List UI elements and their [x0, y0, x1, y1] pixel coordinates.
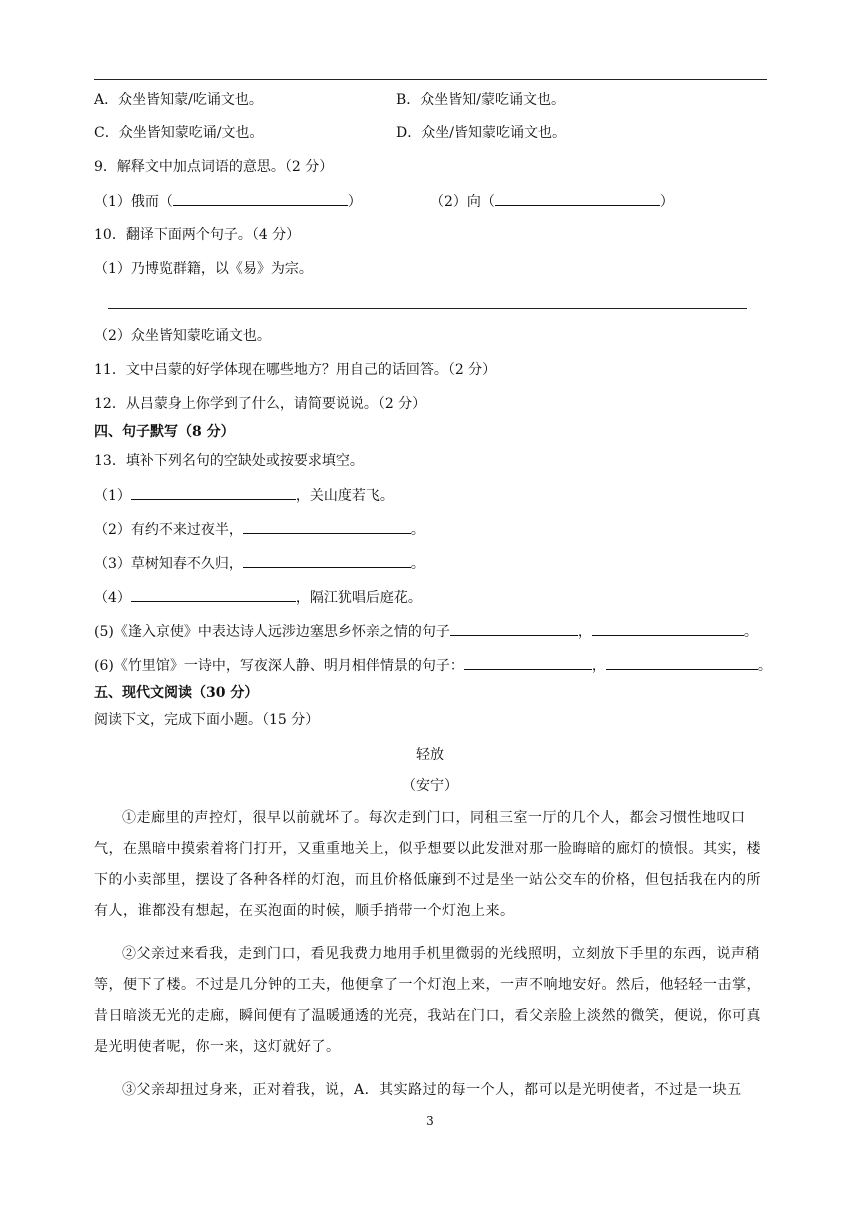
reading-intro: 阅读下文，完成下面小题。（15 分）: [94, 712, 320, 728]
article-author: （安宁）: [402, 778, 458, 794]
question-10-sentence-1: （1）乃博览群籍，以《易》为宗。: [94, 261, 313, 277]
q13-l1-post: ，关山度若飞。: [295, 488, 394, 504]
q13-line-1: [94, 485, 394, 506]
q13-l6-blank-1[interactable]: [464, 655, 592, 670]
q13-l4-post: ，隔江犹唱后庭花。: [295, 590, 422, 606]
q13-l2-post: 。: [410, 522, 425, 538]
q13-line-2: [94, 519, 425, 540]
q9-p2-close: ）: [659, 194, 674, 210]
section-5-heading: 五、现代文阅读（30 分）: [94, 685, 259, 701]
option-d: D．众坐/皆知蒙吃诵文也。: [396, 125, 566, 141]
q13-l4-pre: （4）: [94, 590, 131, 606]
q13-l2-blank[interactable]: [243, 519, 411, 534]
article-paragraph-3: ③父亲却扭过身来，正对着我，说，A．其实路过的每一个人，都可以是光明使者，不过是一块五: [122, 1082, 742, 1098]
q13-l5-blank-1[interactable]: [450, 621, 578, 636]
q13-l5-mid: ，: [577, 624, 592, 640]
q13-l6-mid: ，: [591, 658, 606, 674]
q13-l5-blank-2[interactable]: [592, 621, 744, 636]
q13-l1-pre: （1）: [94, 488, 131, 504]
q13-l5-pre: (5)《逢入京使》中表达诗人远涉边塞思乡怀亲之情的句子: [94, 624, 450, 640]
article-title: 轻放: [416, 747, 444, 763]
q13-l1-blank[interactable]: [131, 485, 296, 500]
q13-line-4: [94, 587, 422, 608]
q13-l3-blank[interactable]: [243, 553, 411, 568]
page-number: 3: [426, 1114, 434, 1128]
q13-line-5: [94, 621, 758, 642]
q13-l6-post: 。: [757, 658, 772, 674]
option-b: B．众坐皆知/蒙吃诵文也。: [396, 92, 566, 108]
option-a: A．众坐皆知蒙/吃诵文也。: [94, 92, 263, 108]
q13-l4-blank[interactable]: [131, 587, 296, 602]
question-9-stem: 9．解释文中加点词语的意思。（2 分）: [94, 159, 334, 175]
q9-p2-blank[interactable]: [495, 191, 660, 206]
q9-p1-blank[interactable]: [173, 191, 348, 206]
answer-line[interactable]: [108, 308, 747, 309]
q13-l6-pre: (6)《竹里馆》一诗中，写夜深人静、明月相伴情景的句子：: [94, 658, 464, 674]
q13-l2-pre: （2）有约不来过夜半，: [94, 522, 243, 538]
article-paragraph-2: ②父亲过来看我，走到门口，看见我费力地用手机里微弱的光线照明，立刻放下手里的东西，说声稍等，便下了楼。不过是几分钟的工夫，他便拿了一个灯泡上来，一声不响地安好。然后，他轻轻一击掌，昔日暗淡无光的走廊，瞬间便有了温暖通透的光亮，我站在门口，看父亲脸上淡然的微笑，便说，你可真是光明使者呢，你一来，这灯就好了。: [94, 946, 761, 1055]
q13-l3-post: 。: [410, 556, 425, 572]
question-12: 12．从吕蒙身上你学到了什么，请简要说说。（2 分）: [94, 396, 427, 412]
q9-p1-close: ）: [347, 194, 362, 210]
section-4-heading: 四、句子默写（8 分）: [94, 424, 235, 440]
option-c: C．众坐皆知蒙吃诵/文也。: [94, 125, 264, 141]
question-11: 11．文中吕蒙的好学体现在哪些地方？用自己的话回答。（2 分）: [94, 362, 497, 378]
q13-l6-blank-2[interactable]: [606, 655, 758, 670]
q13-l3-pre: （3）草树知春不久归，: [94, 556, 243, 572]
q13-line-6: [94, 655, 772, 676]
question-10-stem: 10．翻译下面两个句子。（4 分）: [94, 227, 301, 243]
question-9-part-1: [94, 191, 362, 212]
question-13-stem: 13．填补下列名句的空缺处或按要求填空。: [94, 453, 364, 469]
q9-p1-open: （1）俄而（: [94, 194, 173, 210]
q13-l5-post: 。: [743, 624, 758, 640]
header-rule: [94, 79, 767, 80]
q13-line-3: [94, 553, 425, 574]
article-paragraph-1: ①走廊里的声控灯，很早以前就坏了。每次走到门口，同租三室一厅的几个人，都会习惯性地叹口气，在黑暗中摸索着将门打开，又重重地关上，似乎想要以此发泄对那一脸晦暗的廊灯的愤恨。其实，楼下的小卖部里，摆设了各种各样的灯泡，而且价格低廉到不过是坐一站公交车的价格，但包括我在内的所有人，谁都没有想起，在买泡面的时候，顺手捎带一个灯泡上来。: [94, 810, 761, 919]
question-9-part-2: [430, 191, 674, 212]
q9-p2-open: （2）向（: [430, 194, 495, 210]
question-10-sentence-2: （2）众坐皆知蒙吃诵文也。: [94, 328, 271, 344]
